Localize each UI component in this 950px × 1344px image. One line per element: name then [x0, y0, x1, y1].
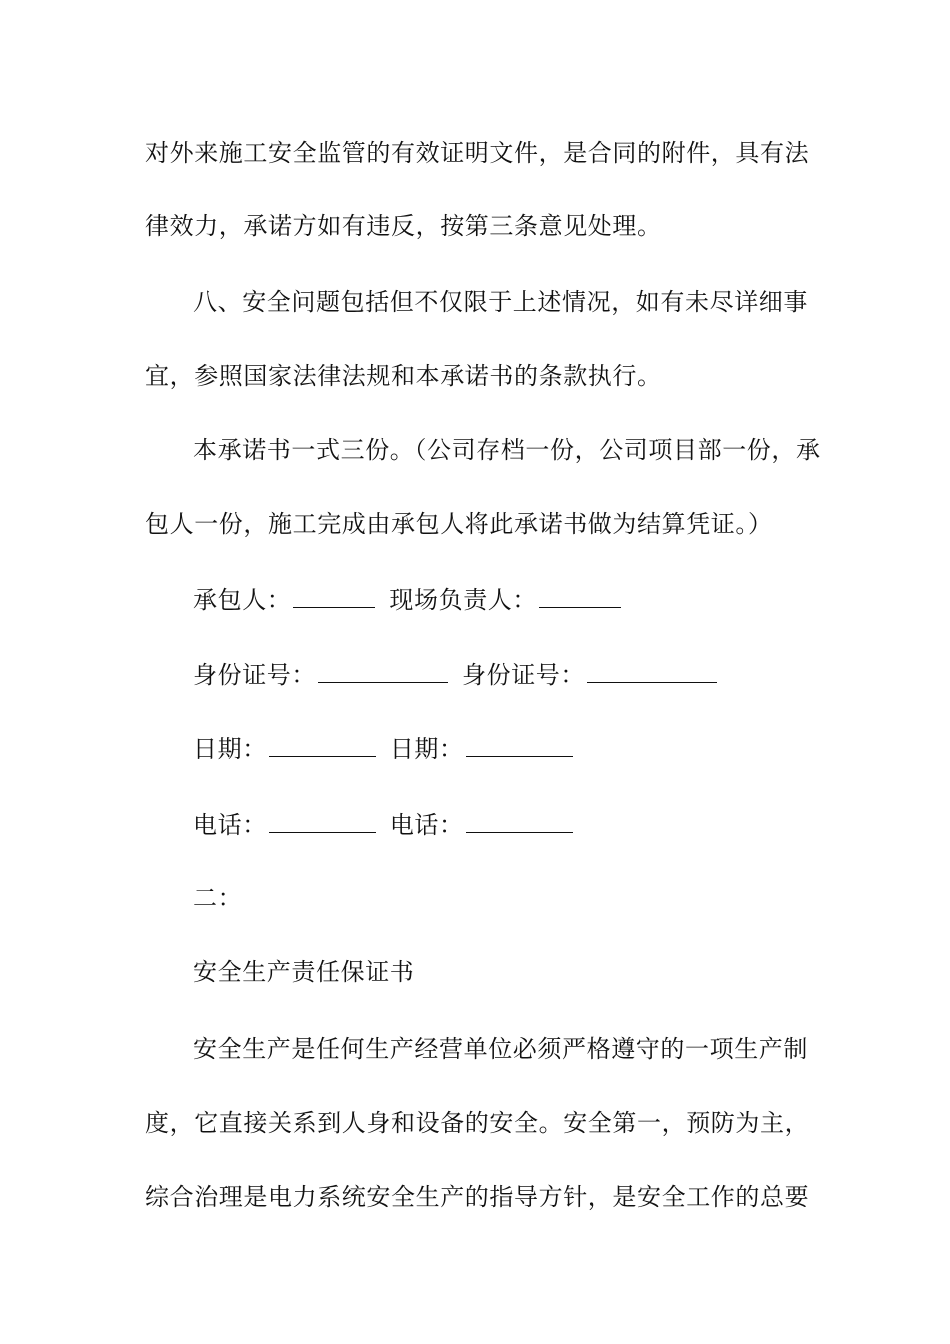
signature-row-date: [193, 734, 810, 764]
date-label-2: 日期：: [389, 735, 464, 763]
paragraph-line: 八、安全问题包括但不仅限于上述情况，如有未尽详细事: [193, 288, 808, 316]
phone-blank-1: [269, 810, 376, 833]
signature-row-id: [193, 660, 810, 690]
signature-row-phone: [193, 810, 810, 840]
contractor-label: 承包人：: [193, 586, 292, 614]
date-blank-2: [466, 734, 573, 757]
date-label-1: 日期：: [193, 735, 267, 763]
signature-row-contractor: [193, 585, 810, 615]
paragraph-line: 对外来施工安全监管的有效证明文件，是合同的附件，具有法: [145, 139, 810, 167]
phone-blank-2: [466, 810, 573, 833]
paragraph-line: 度，它直接关系到人身和设备的安全。安全第一，预防为主，: [145, 1109, 810, 1137]
id-blank-1: [318, 660, 448, 683]
paragraph-line: 宜，参照国家法律法规和本承诺书的条款执行。: [145, 362, 662, 390]
id-label-2: 身份证号：: [462, 661, 585, 689]
paragraph-line: 综合治理是电力系统安全生产的指导方针，是安全工作的总要: [145, 1183, 810, 1211]
paragraph-line: 安全生产是任何生产经营单位必须严格遵守的一项生产制: [193, 1035, 808, 1063]
section-number: 二：: [193, 884, 243, 912]
phone-label-2: 电话：: [389, 811, 464, 839]
date-blank-1: [269, 734, 376, 757]
id-blank-2: [587, 660, 717, 683]
paragraph-line: 包人一份，施工完成由承包人将此承诺书做为结算凭证。）: [145, 510, 773, 538]
paragraph-line: 律效力，承诺方如有违反，按第三条意见处理。: [145, 212, 662, 240]
site-manager-label: 现场负责人：: [389, 586, 538, 614]
section-title: 安全生产责任保证书: [193, 958, 415, 986]
site-manager-blank: [539, 585, 621, 608]
paragraph-line: 本承诺书一式三份。（公司存档一份，公司项目部一份，承: [193, 436, 821, 464]
contractor-blank: [293, 585, 375, 608]
phone-label-1: 电话：: [193, 811, 267, 839]
id-label-1: 身份证号：: [193, 661, 316, 689]
